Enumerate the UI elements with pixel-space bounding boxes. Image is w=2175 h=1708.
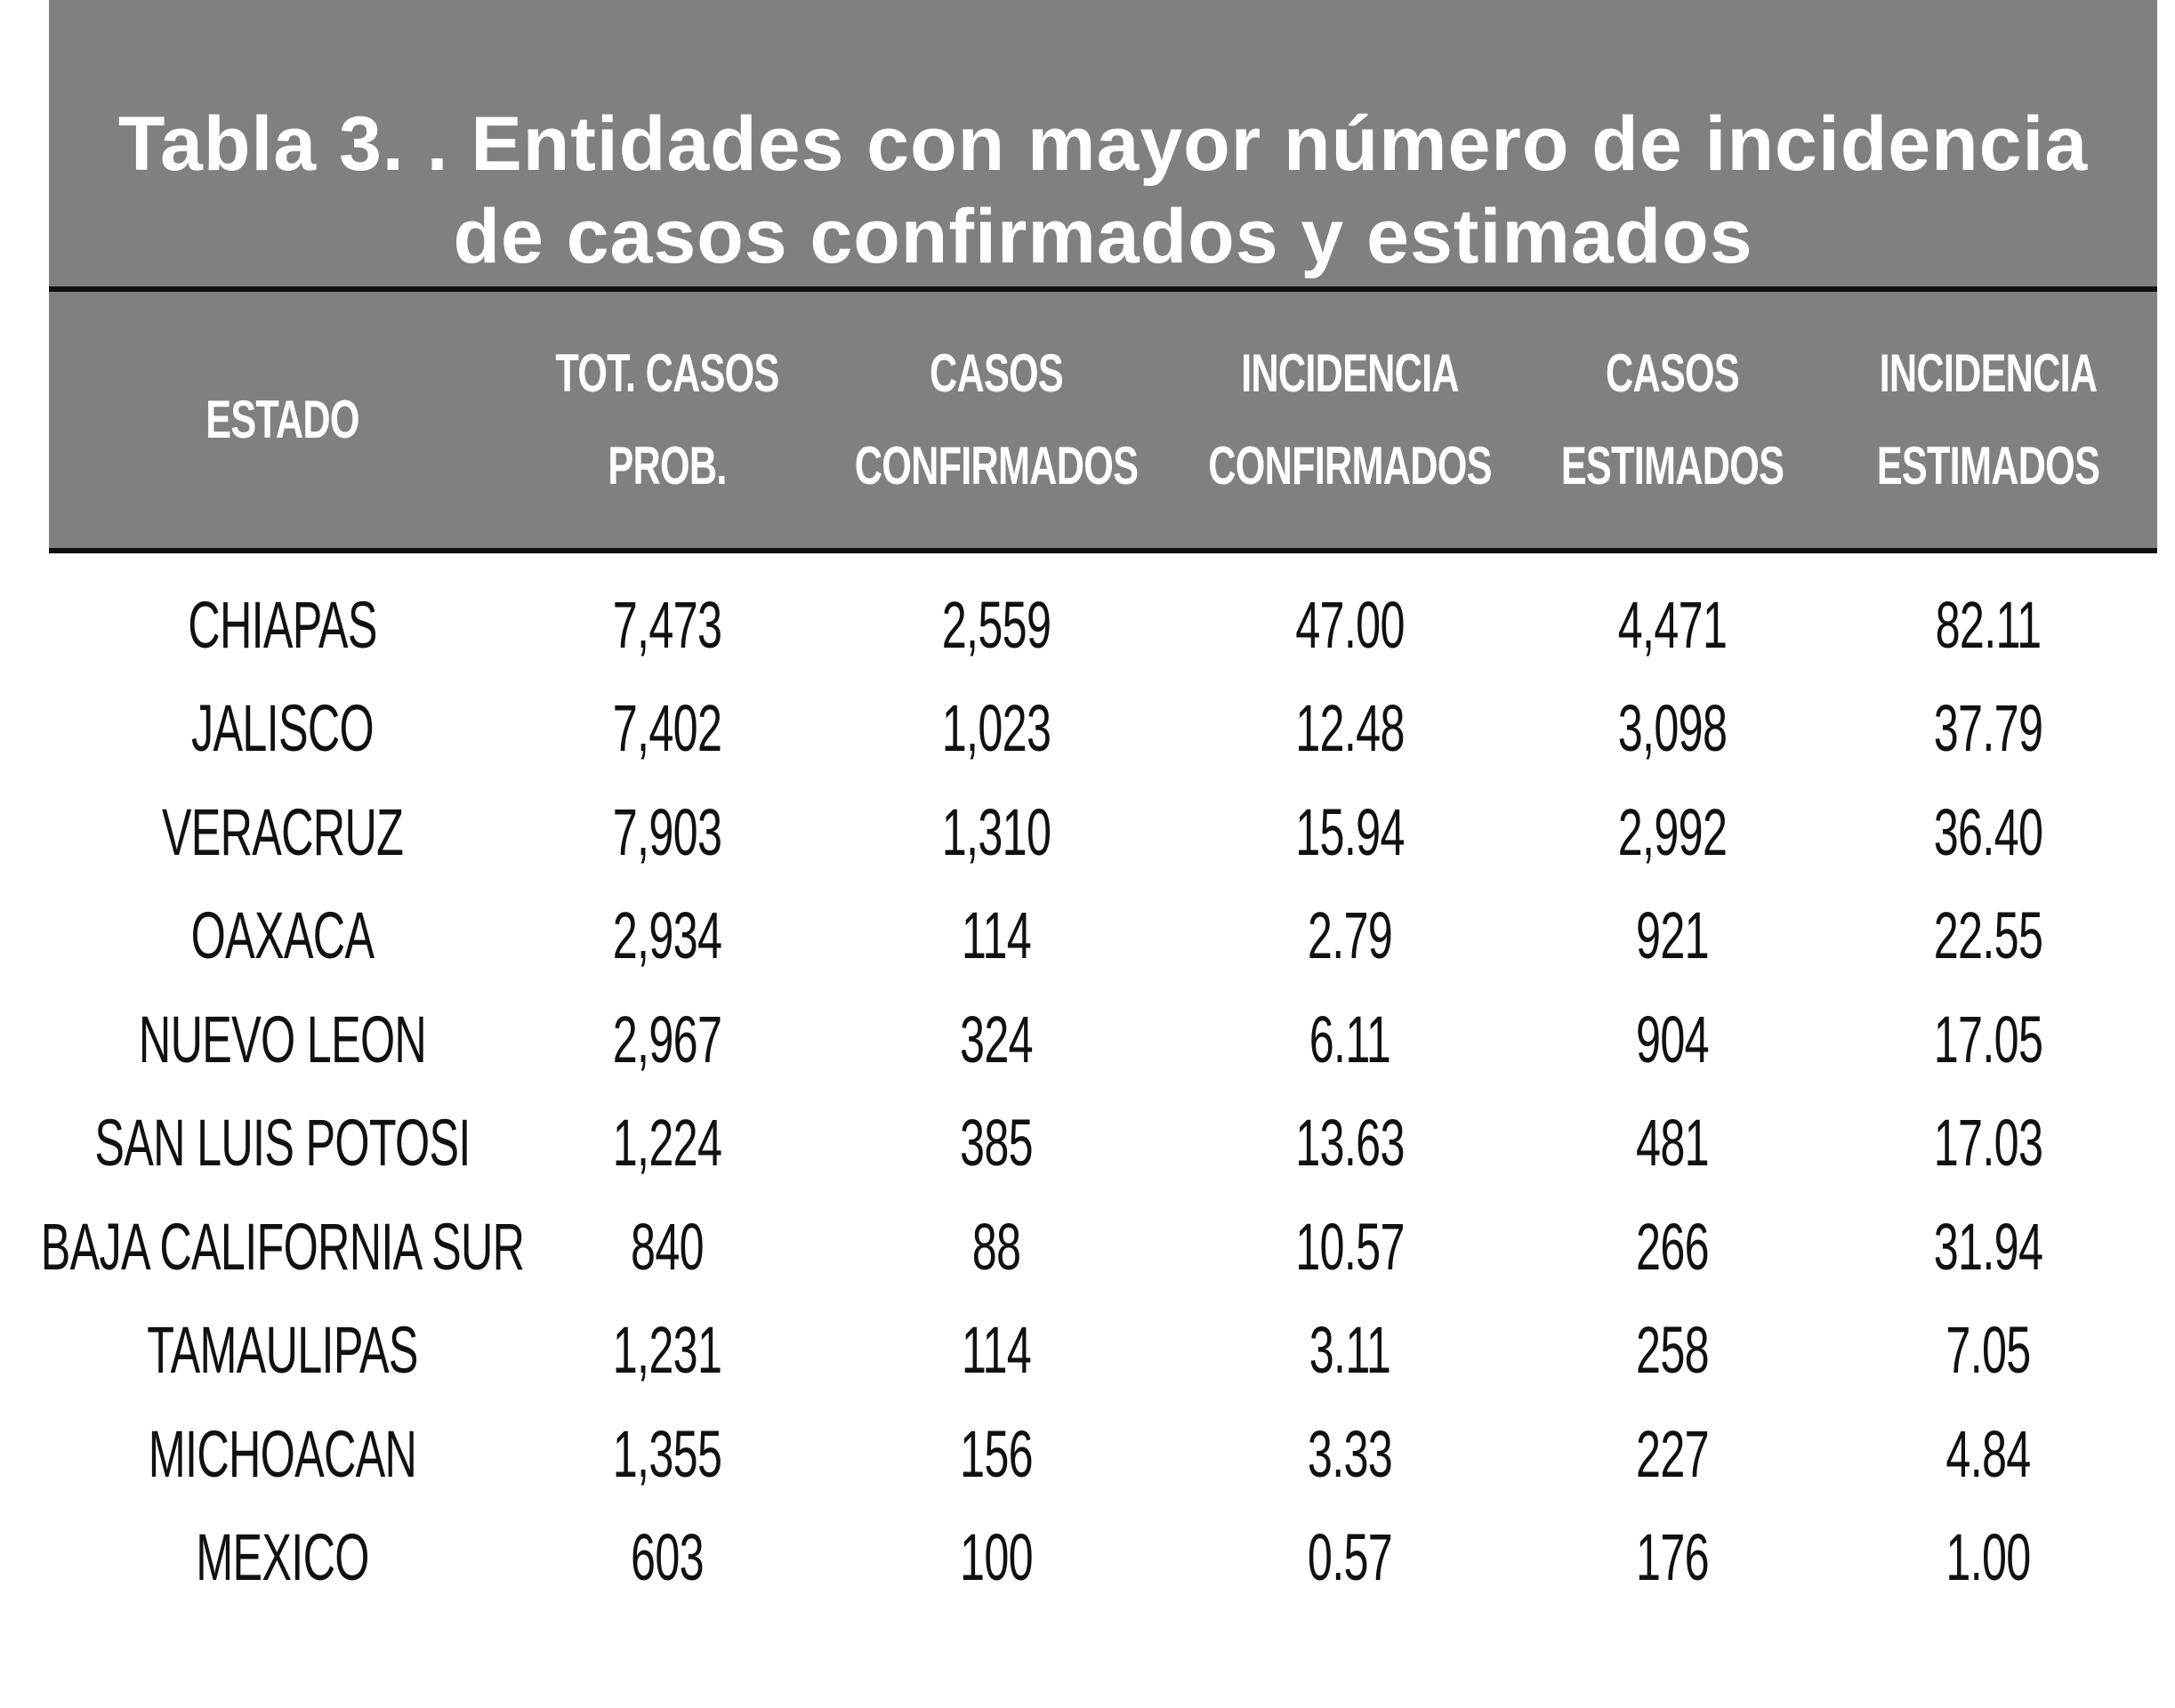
cell-casos-estimados: 4,471 <box>1617 587 1728 662</box>
cell-incidencia-estimados: 82.11 <box>1935 587 2042 662</box>
column-header-line: ESTIMADOS <box>1876 436 2100 495</box>
cell-incidencia-confirmados: 6.11 <box>1309 1002 1391 1076</box>
column-header-tot-casos-prob <box>555 292 779 548</box>
cell-casos-estimados: 3,098 <box>1617 691 1728 766</box>
cell-estado: CHIAPAS <box>188 587 377 662</box>
cell-casos-estimados: 2,992 <box>1617 794 1728 869</box>
column-header-line: CASOS <box>1605 343 1740 403</box>
table-row <box>49 1506 2157 1610</box>
cell-tot-casos-prob: 2,934 <box>612 898 722 973</box>
column-header-incidencia-confirmados <box>1208 292 1492 548</box>
table-title-line-2: de casos confirmados y estimados <box>453 194 1753 279</box>
cell-incidencia-estimados: 4.84 <box>1945 1416 2031 1491</box>
cell-incidencia-estimados: 22.55 <box>1933 898 2043 973</box>
table-row <box>40 1195 2157 1299</box>
table-row <box>49 780 2157 884</box>
cell-tot-casos-prob: 7,473 <box>612 587 722 662</box>
column-header-line: CASOS <box>929 343 1064 403</box>
cell-casos-confirmados: 324 <box>960 1002 1033 1076</box>
cell-tot-casos-prob: 7,402 <box>612 691 722 766</box>
cell-tot-casos-prob: 840 <box>631 1209 704 1284</box>
cell-incidencia-estimados: 37.79 <box>1933 691 2043 766</box>
table-header-row <box>49 292 2157 553</box>
column-header-line: PROB. <box>608 436 727 495</box>
column-header-estado <box>115 292 451 548</box>
cell-estado: BAJA CALIFORNIA SUR <box>40 1209 525 1284</box>
cell-casos-confirmados: 1,310 <box>941 794 1051 869</box>
column-header-line: TOT. CASOS <box>555 343 779 403</box>
column-header-line: ESTADO <box>205 390 359 449</box>
cell-casos-estimados: 904 <box>1636 1002 1709 1076</box>
column-header-casos-confirmados <box>854 292 1139 548</box>
cell-tot-casos-prob: 1,231 <box>612 1313 722 1388</box>
table-row <box>49 884 2157 988</box>
cell-incidencia-confirmados: 15.94 <box>1295 794 1405 869</box>
cell-estado: VERACRUZ <box>161 794 404 869</box>
column-header-line: ESTIMADOS <box>1560 436 1784 495</box>
table-row <box>49 1402 2157 1506</box>
cell-incidencia-estimados: 31.94 <box>1933 1209 2043 1284</box>
table-row <box>49 1092 2157 1196</box>
cell-tot-casos-prob: 1,355 <box>612 1416 722 1491</box>
cell-estado: MEXICO <box>196 1520 369 1595</box>
table-body <box>40 553 2157 1609</box>
cell-casos-estimados: 227 <box>1636 1416 1709 1491</box>
cell-estado: JALISCO <box>191 691 374 766</box>
table-row <box>49 987 2157 1092</box>
cell-casos-estimados: 481 <box>1636 1106 1709 1180</box>
cell-incidencia-estimados: 17.05 <box>1933 1002 2043 1076</box>
cell-estado: OAXACA <box>190 898 375 973</box>
table-title <box>49 0 2157 292</box>
cell-casos-confirmados: 385 <box>960 1106 1033 1180</box>
cell-casos-estimados: 176 <box>1636 1520 1709 1595</box>
table-title-line-1: Tabla 3. . Entidades con mayor número de incidencia <box>117 101 2089 187</box>
cell-casos-estimados: 266 <box>1636 1209 1709 1284</box>
cell-casos-confirmados: 1,023 <box>941 691 1051 766</box>
cell-incidencia-confirmados: 3.11 <box>1309 1313 1391 1388</box>
cell-incidencia-confirmados: 47.00 <box>1295 587 1405 662</box>
cell-casos-confirmados: 114 <box>961 898 1032 973</box>
cell-casos-confirmados: 88 <box>971 1209 1021 1284</box>
column-header-casos-estimados <box>1560 292 1784 548</box>
cell-incidencia-estimados: 36.40 <box>1933 794 2043 869</box>
cell-casos-confirmados: 100 <box>960 1520 1033 1595</box>
cell-incidencia-confirmados: 2.79 <box>1307 898 1393 973</box>
cell-estado: TAMAULIPAS <box>147 1313 418 1388</box>
cell-tot-casos-prob: 1,224 <box>612 1106 722 1180</box>
cell-incidencia-confirmados: 3.33 <box>1307 1416 1393 1491</box>
cell-estado: NUEVO LEON <box>138 1002 427 1076</box>
data-table <box>40 0 2157 1609</box>
cell-incidencia-confirmados: 12.48 <box>1295 691 1405 766</box>
cell-estado: SAN LUIS POTOSI <box>94 1106 471 1180</box>
cell-incidencia-confirmados: 13.63 <box>1295 1106 1405 1180</box>
cell-incidencia-estimados: 7.05 <box>1945 1313 2031 1388</box>
cell-casos-confirmados: 114 <box>961 1313 1032 1388</box>
column-header-line: INCIDENCIA <box>1241 343 1459 403</box>
column-header-line: CONFIRMADOS <box>1208 436 1492 495</box>
cell-incidencia-confirmados: 0.57 <box>1307 1520 1393 1595</box>
column-header-line: CONFIRMADOS <box>854 436 1139 495</box>
cell-tot-casos-prob: 603 <box>631 1520 704 1595</box>
cell-tot-casos-prob: 2,967 <box>612 1002 722 1076</box>
cell-casos-estimados: 921 <box>1636 898 1709 973</box>
cell-casos-confirmados: 156 <box>960 1416 1033 1491</box>
column-header-line: INCIDENCIA <box>1879 343 2098 403</box>
cell-estado: MICHOACAN <box>148 1416 417 1491</box>
table-row <box>49 573 2157 677</box>
table-row <box>49 677 2157 781</box>
table-row <box>49 1299 2157 1403</box>
cell-incidencia-estimados: 1.00 <box>1945 1520 2031 1595</box>
column-header-incidencia-estimados <box>1866 292 2110 548</box>
cell-casos-estimados: 258 <box>1636 1313 1709 1388</box>
cell-incidencia-confirmados: 10.57 <box>1295 1209 1405 1284</box>
cell-casos-confirmados: 2,559 <box>941 587 1051 662</box>
cell-incidencia-estimados: 17.03 <box>1933 1106 2043 1180</box>
cell-tot-casos-prob: 7,903 <box>612 794 722 869</box>
